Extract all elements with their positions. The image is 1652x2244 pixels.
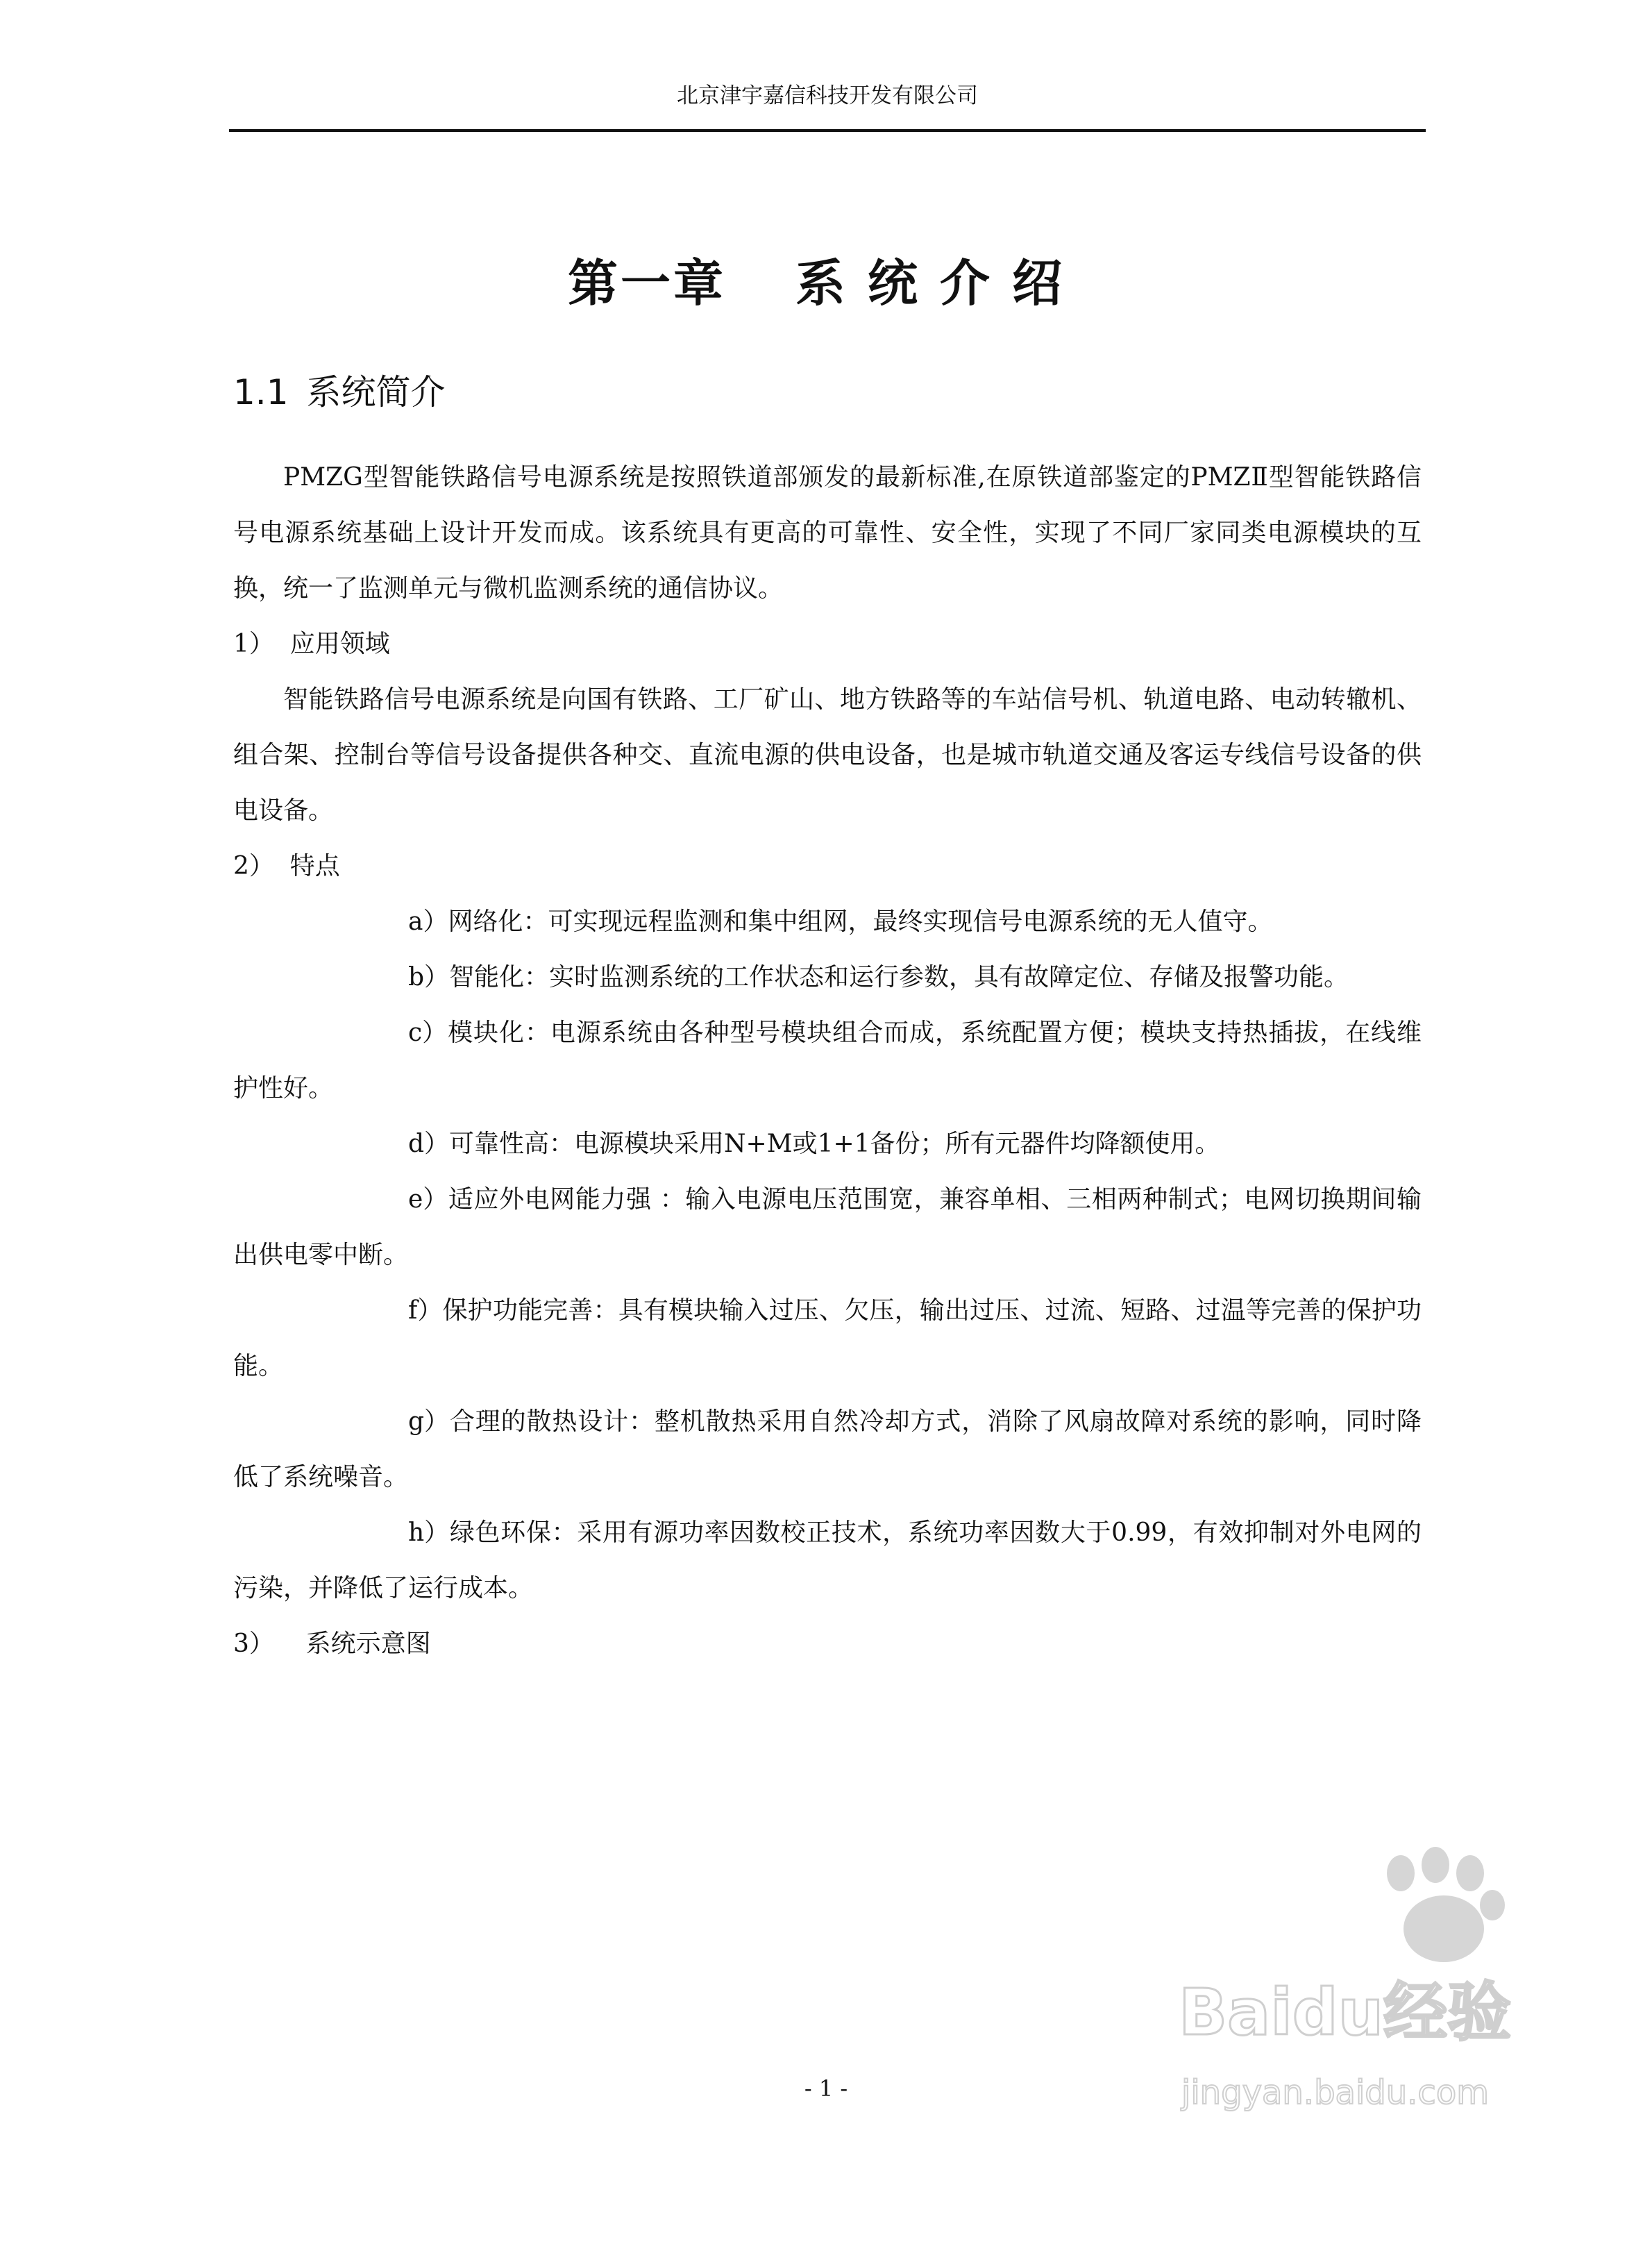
section-title: 系统简介 <box>306 372 446 412</box>
feature-label: g） <box>408 1407 450 1436</box>
feature-label: f） <box>408 1296 443 1325</box>
chapter-name: 系统介绍 <box>795 253 1085 312</box>
feature-text: 适应外电网能力强 ：输入电源电压范围宽，兼容单相、三相两种制式；电网切换期间输出供电零中断。 <box>233 1185 1422 1269</box>
feature-item <box>233 950 1422 1005</box>
baidu-watermark <box>1172 1833 1560 2125</box>
feature-text: 保护功能完善：具有模块输入过压、欠压，输出过压、过流、短路、过温等完善的保护功能。 <box>233 1296 1422 1380</box>
section-heading <box>233 368 446 417</box>
diagram-label: 3） 系统示意图 <box>233 1630 431 1658</box>
intro-paragraph: PMZG型智能铁路信号电源系统是按照铁道部颁发的最新标准,在原铁道部鉴定的PMZⅡ型智能铁路信号电源系统基础上设计开发而成。该系统具有更高的可靠性、安全性，实现了不同厂家同类电源模块的互换，统一了监测单元与微机监测系统的通信协议。 <box>233 463 1422 603</box>
application-label: 1） 应用领域 <box>233 630 390 658</box>
features-label: 2） 特点 <box>233 852 340 880</box>
feature-item <box>233 1172 1422 1283</box>
paw-icon <box>1387 1847 1505 1962</box>
feature-text: 合理的散热设计：整机散热采用自然冷却方式，消除了风扇故障对系统的影响，同时降低了系统噪音。 <box>233 1407 1422 1491</box>
header-rule <box>229 129 1426 132</box>
feature-label: d） <box>408 1130 450 1158</box>
page-number: - 1 - <box>804 2075 848 2102</box>
watermark-brand: Baidu经验 <box>1179 1975 1512 2050</box>
feature-label: b） <box>408 963 450 991</box>
feature-item <box>233 1394 1422 1505</box>
feature-label: c） <box>408 1019 448 1047</box>
section-number: 1.1 <box>233 372 289 412</box>
feature-text: 网络化：可实现远程监测和集中组网，最终实现信号电源系统的无人值守。 <box>448 907 1273 936</box>
feature-label: e） <box>408 1185 448 1214</box>
chapter-title <box>0 250 1652 317</box>
feature-item <box>233 894 1422 950</box>
chapter-number: 第一章 <box>567 253 726 312</box>
watermark-url: jingyan.baidu.com <box>1181 2073 1489 2112</box>
feature-text: 智能化：实时监测系统的工作状态和运行参数，具有故障定位、存储及报警功能。 <box>449 963 1349 991</box>
application-paragraph: 智能铁路信号电源系统是向国有铁路、工厂矿山、地方铁路等的车站信号机、轨道电路、电动转辙机、组合架、控制台等信号设备提供各种交、直流电源的供电设备，也是城市轨道交通及客运专线信号设备的供电设备。 <box>233 685 1422 825</box>
feature-text: 模块化：电源系统由各种型号模块组合而成，系统配置方便；模块支持热插拔，在线维护性好。 <box>233 1019 1422 1103</box>
document-body <box>233 450 1422 1672</box>
page-header: 北京津宇嘉信科技开发有限公司 <box>677 83 978 108</box>
feature-item <box>233 1505 1422 1616</box>
feature-text: 绿色环保：采用有源功率因数校正技术，系统功率因数大于0.99，有效抑制对外电网的污染，并降低了运行成本。 <box>233 1518 1422 1602</box>
feature-item <box>233 1283 1422 1394</box>
feature-text: 可靠性高：电源模块采用N+M或1+1备份；所有元器件均降额使用。 <box>449 1130 1220 1158</box>
feature-label: a） <box>408 907 448 936</box>
feature-item <box>233 1005 1422 1116</box>
feature-label: h） <box>408 1518 450 1547</box>
feature-item <box>233 1116 1422 1172</box>
